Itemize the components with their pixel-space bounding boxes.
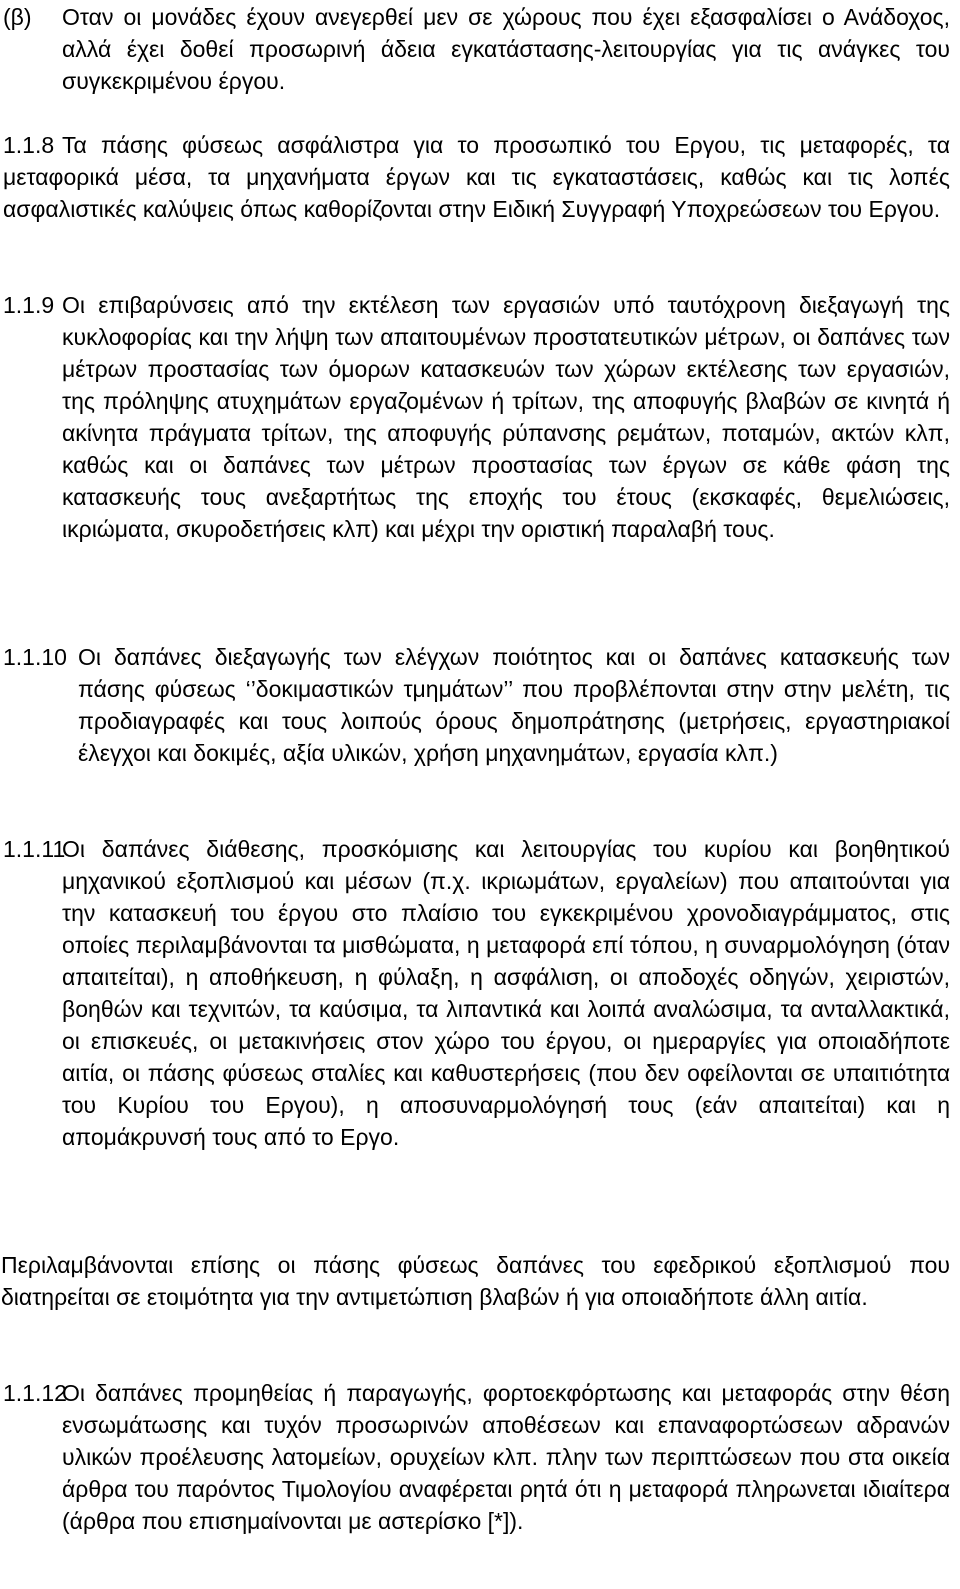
clause-body: Οι δαπάνες διεξαγωγής των ελέγχων ποιότητος και οι δαπάνες κατασκευής των πάσης φύσεως ‘’δοκιμαστικών τμημάτων’’ που προβλέπονται στην στην μελέτη, τις προδιαγραφές και τους λοιπούς όρους δημοπράτησης (μετρήσεις, εργαστηριακοί έλεγχοι και δοκιμές, αξία υλικών, χρήση μηχανημάτων, εργασία κλπ.) [78, 644, 950, 766]
clause-number: 1.1.12 [3, 1380, 67, 1406]
clause-text [3, 129, 950, 225]
clause-number: 1.1.10 [3, 644, 67, 670]
clause-number: 1.1.8 [3, 132, 55, 158]
clause-body: Οι δαπάνες προμηθείας ή παραγωγής, φορτοεκφόρτωσης και μεταφοράς στην θέση ενσωμάτωσης και τυχόν προσωρινών αποθέσεων και επαναφορτώσεων αδρανών υλικών προέλευσης λατομείων, ορυχείων κλπ. πλην των περιπτώσεων που στα οικεία άρθρα του παρόντος Τιμολογίου αναφέρεται ρητά ότι η μεταφορά πληρωνεται ιδιαίτερα (άρθρα που επισημαίνονται με αστερίσκο [*]). [62, 1380, 950, 1534]
paragraph-label: (β) [3, 4, 32, 30]
clause-body: Τα πάσης φύσεως ασφάλιστρα για το προσωπικό του Εργου, τις μεταφορές, τα μεταφορικά μέσα, τα μηχανήματα έργων και τις εγκαταστάσεις, καθώς και τις λοπές ασφαλιστικές καλύψεις όπως καθορίζονται στην Ειδική Συγγραφή Υποχρεώσεων του Εργου. [3, 132, 950, 222]
clause-body: Οι επιβαρύνσεις από την εκτέλεση των εργασιών υπό ταυτόχρονη διεξαγωγή της κυκλοφορίας και την λήψη των απαιτουμένων προστατευτικών μέτρων, οι δαπάνες των μέτρων προστασίας των όμορων κατασκευών των χώρων εκτέλεσης των εργασιών, της πρόληψης ατυχημάτων εργαζομένων ή τρίτων, της αποφυγής βλαβών σε κινητά ή ακίνητα πράγματα τρίτων, της αποφυγής ρύπανσης ρεμάτων, ποταμών, ακτών κλπ, καθώς και οι δαπάνες των μέτρων προστασίας των έργων σε κάθε φάση της κατασκευής τους ανεξαρτήτως της εποχής του έτους (εκσκαφές, θεμελιώσεις, ικριώματα, σκυροδετήσεις κλπ) και μέχρι την οριστική παραλαβή τους. [62, 292, 950, 542]
paragraph-text: Περιλαμβάνονται επίσης οι πάσης φύσεως δαπάνες του εφεδρικού εξοπλισμού που διατηρείται σε ετοιμότητα για την αντιμετώπιση βλαβών ή για οποιαδήποτε άλλη αιτία. [1, 1252, 950, 1310]
paragraph-text: Οταν οι μονάδες έχουν ανεγερθεί μεν σε χώρους που έχει εξασφαλίσει ο Ανάδοχος, αλλά έχει δοθεί προσωρινή άδεια εγκατάστασης-λειτουργίας για τις ανάγκες του συγκεκριμένου έργου. [62, 4, 950, 94]
clause-number: 1.1.9 [3, 292, 55, 318]
clause-number: 1.1.11 [3, 836, 66, 862]
clause-body: Οι δαπάνες διάθεσης, προσκόμισης και λειτουργίας του κυρίου και βοηθητικού μηχανικού εξοπλισμού και μέσων (π.χ. ικριωμάτων, εργαλείων) που απαιτούνται για την κατασκευή του έργου στο πλαίσιο του εγκεκριμένου χρονοδιαγράμματος, στις οποίες περιλαμβάνονται τα μισθώματα, η μεταφορά επί τόπου, η συναρμολόγηση (όταν απαιτείται), η αποθήκευση, η φύλαξη, η ασφάλιση, οι αποδοχές οδηγών, χειριστών, βοηθών και τεχνιτών, τα καύσιμα, τα λιπαντικά και λοιπά αναλώσιμα, τα ανταλλακτικά, οι επισκευές, οι μετακινήσεις στον χώρο του έργου, οι ημεραργίες για οποιαδήποτε αιτία, οι πάσης φύσεως σταλίες και καθυστερήσεις (που δεν οφείλονται σε υπαιτιότητα του Κυρίου του Εργου), η αποσυναρμολόγησή τους (εάν απαιτείται) και η απομάκρυνσή τους από το Εργο. [62, 836, 950, 1150]
